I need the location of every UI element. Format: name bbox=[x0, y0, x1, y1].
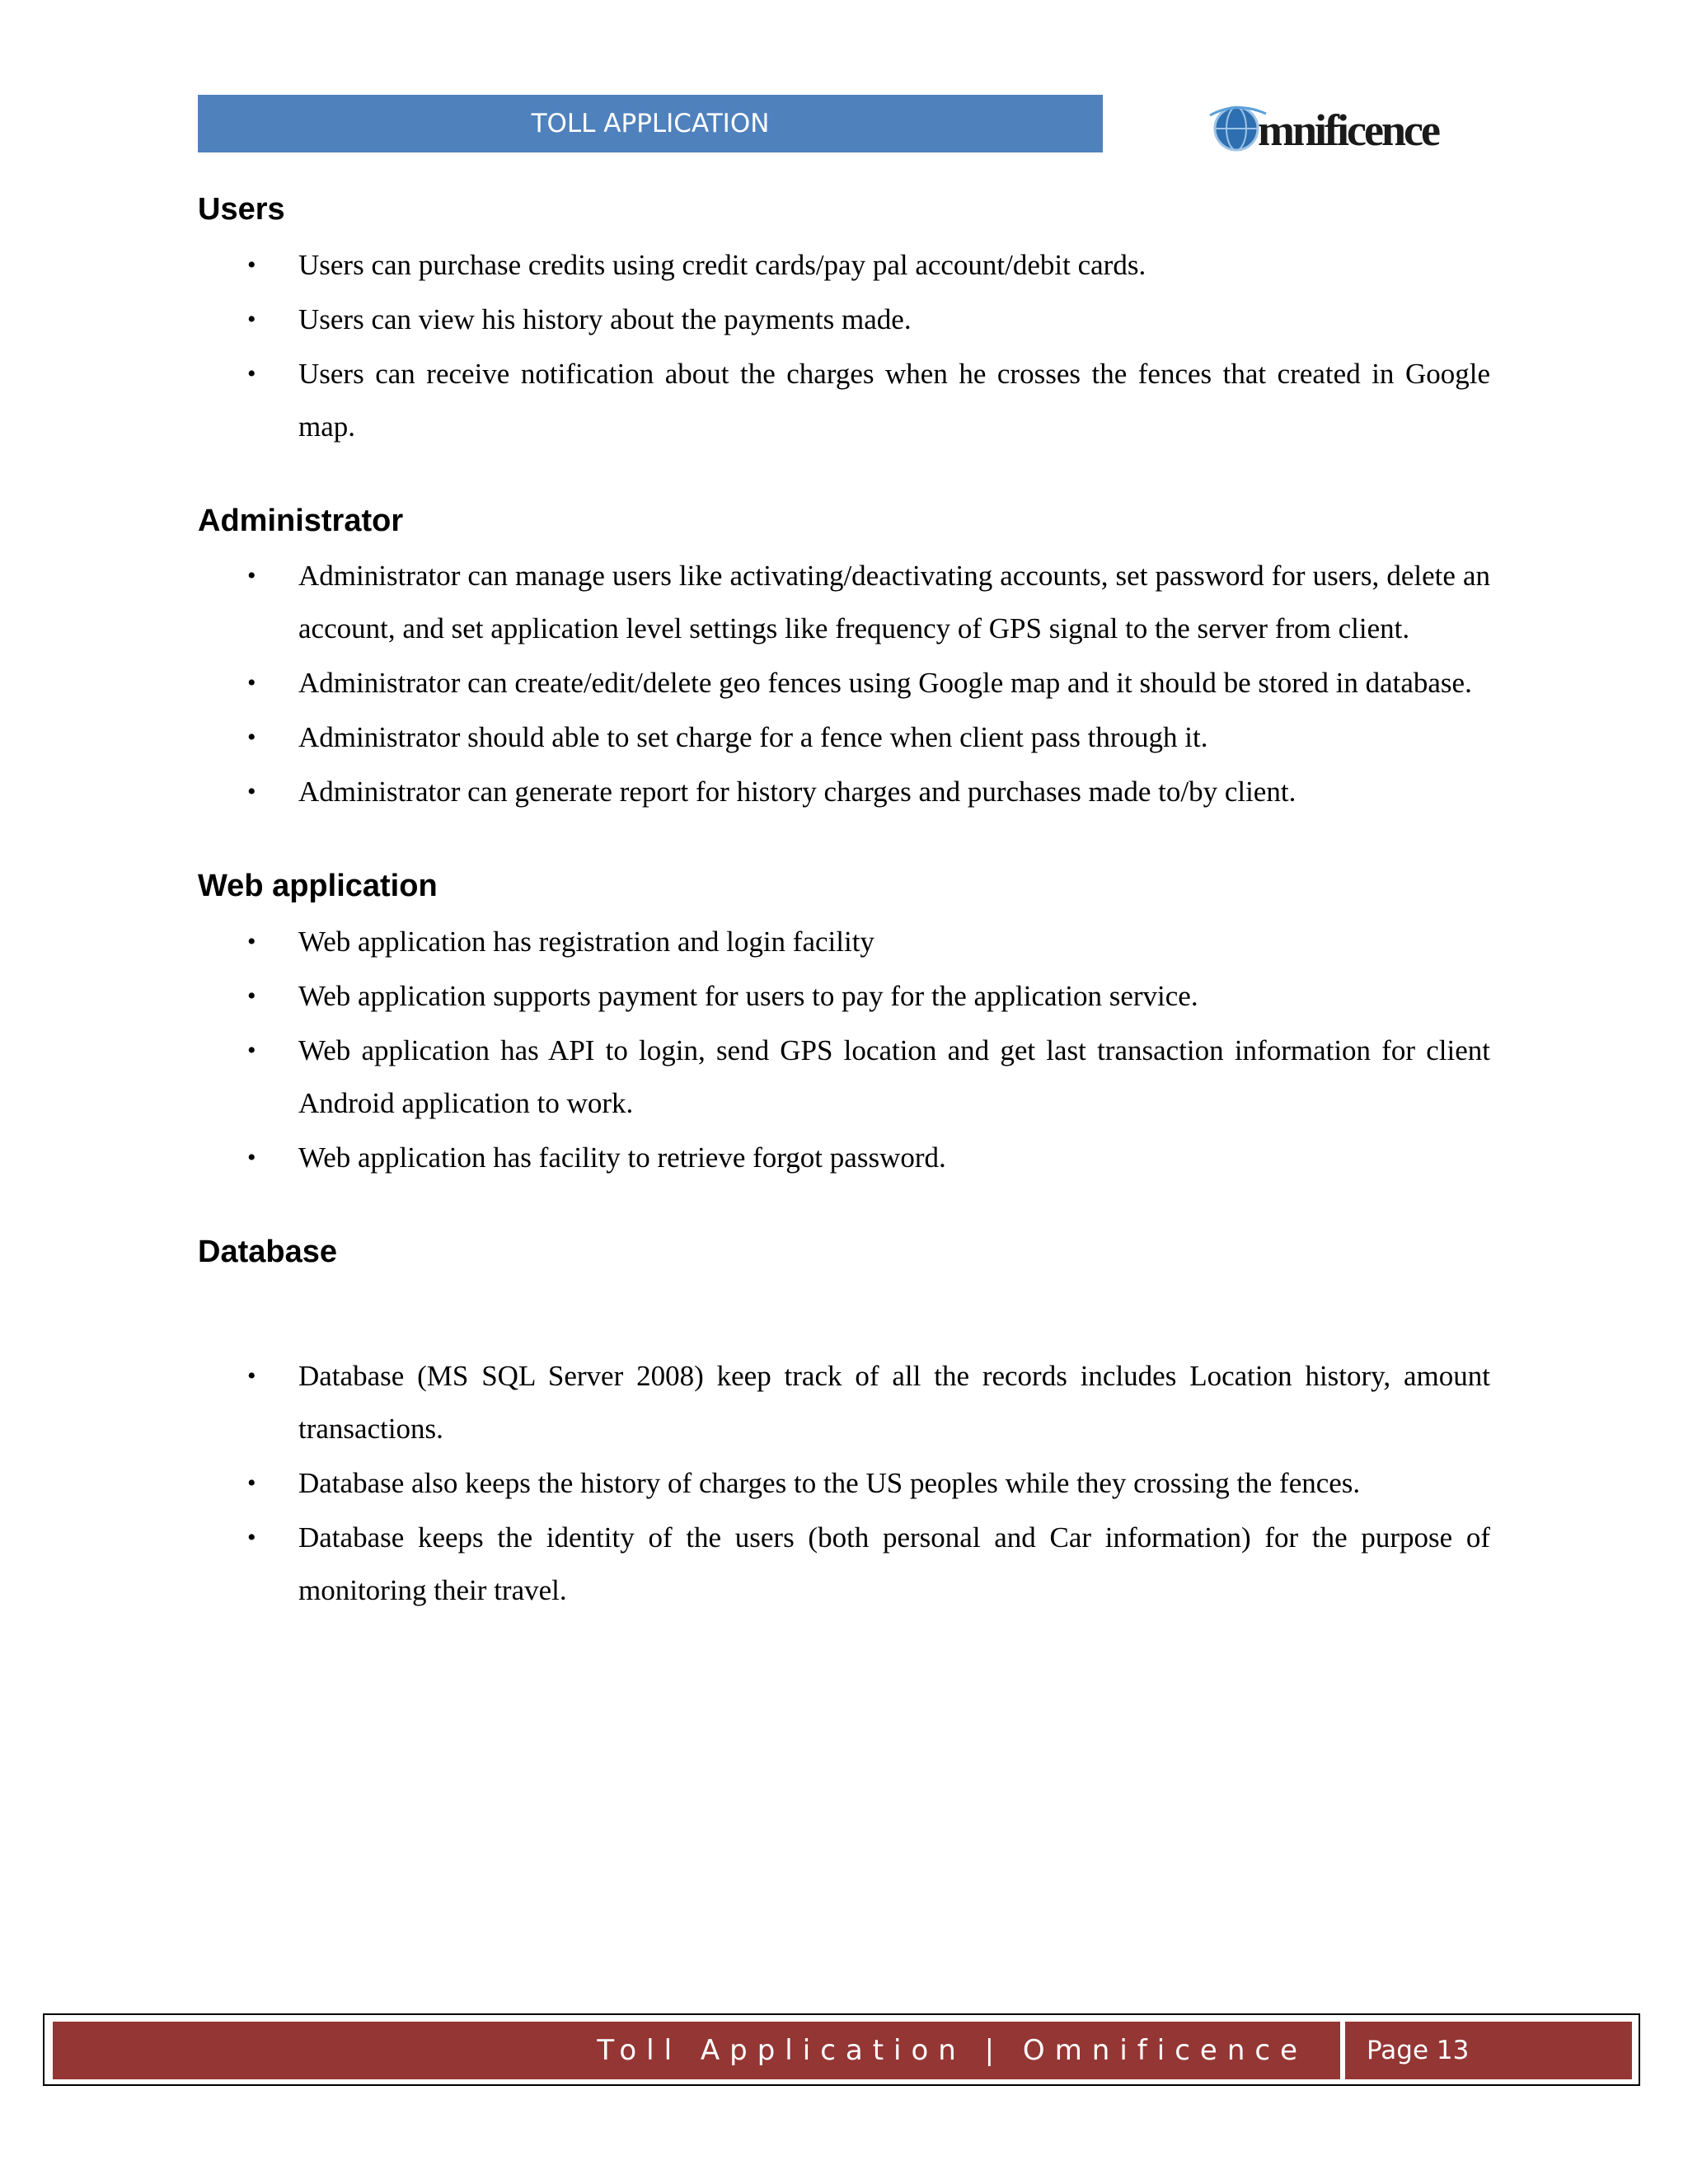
omnificence-logo bbox=[1205, 97, 1485, 157]
bullet-list bbox=[198, 550, 1490, 818]
bullet-icon: • bbox=[247, 305, 256, 333]
list-item: • Database keeps the identity of the users (both personal and Car information) for the purpose of monitoring their travel. bbox=[198, 1511, 1490, 1617]
list-item: • Administrator can manage users like activating/deactivating accounts, set password for users, delete an account, and set application level settings like frequency of GPS signal to the server from client. bbox=[198, 550, 1490, 655]
bullet-list bbox=[198, 239, 1490, 453]
bullet-icon: • bbox=[247, 669, 256, 697]
bullet-icon: • bbox=[247, 927, 256, 955]
header-title-bar: TOLL APPLICATION bbox=[198, 95, 1103, 152]
list-item: • Administrator can create/edit/delete geo fences using Google map and it should be stored in database. bbox=[198, 657, 1490, 710]
bullet-list bbox=[198, 916, 1490, 1184]
section-users bbox=[198, 191, 1490, 453]
page-number: Page 13 bbox=[1345, 2022, 1632, 2079]
bullet-icon: • bbox=[247, 1036, 256, 1064]
section-database bbox=[198, 1234, 1490, 1618]
bullet-icon: • bbox=[247, 1524, 256, 1552]
svg-text:mnificence: mnificence bbox=[1258, 105, 1438, 155]
list-item: • Web application has API to login, send GPS location and get last transaction information for client Android application to work. bbox=[198, 1024, 1490, 1130]
list-item: • Web application supports payment for users to pay for the application service. bbox=[198, 970, 1490, 1023]
list-item: • Web application has registration and login facility bbox=[198, 916, 1490, 968]
list-item: • Database also keeps the history of charges to the US peoples while they crossing the fences. bbox=[198, 1457, 1490, 1510]
bullet-icon: • bbox=[247, 724, 256, 752]
bullet-icon: • bbox=[247, 1143, 256, 1171]
bullet-icon: • bbox=[247, 251, 256, 279]
bullet-icon: • bbox=[247, 1362, 256, 1390]
section-administrator bbox=[198, 503, 1490, 819]
list-item: • Web application has facility to retrieve forgot password. bbox=[198, 1132, 1490, 1184]
bullet-icon: • bbox=[247, 1469, 256, 1497]
list-item: • Users can purchase credits using credit cards/pay pal account/debit cards. bbox=[198, 239, 1490, 292]
bullet-list bbox=[198, 1350, 1490, 1617]
bullet-icon: • bbox=[247, 359, 256, 387]
bullet-icon: • bbox=[247, 562, 256, 590]
section-heading: Users bbox=[198, 192, 285, 227]
section-heading: Database bbox=[198, 1234, 337, 1269]
list-item: • Users can receive notification about the charges when he crosses the fences that created in Google map. bbox=[198, 348, 1490, 453]
bullet-icon: • bbox=[247, 778, 256, 806]
section-web-application bbox=[198, 868, 1490, 1184]
logo-graphic bbox=[1205, 97, 1485, 157]
section-heading: Web application bbox=[198, 869, 438, 904]
bullet-icon: • bbox=[247, 982, 256, 1010]
list-item: • Administrator should able to set charge for a fence when client pass through it. bbox=[198, 711, 1490, 764]
section-heading: Administrator bbox=[198, 503, 404, 538]
list-item: • Database (MS SQL Server 2008) keep track of all the records includes Location history, amount transactions. bbox=[198, 1350, 1490, 1455]
list-item: • Users can view his history about the payments made. bbox=[198, 293, 1490, 346]
footer-text: Toll Application | Omnificence bbox=[53, 2022, 1340, 2079]
list-item: • Administrator can generate report for history charges and purchases made to/by client. bbox=[198, 766, 1490, 818]
document-body bbox=[198, 191, 1490, 1666]
